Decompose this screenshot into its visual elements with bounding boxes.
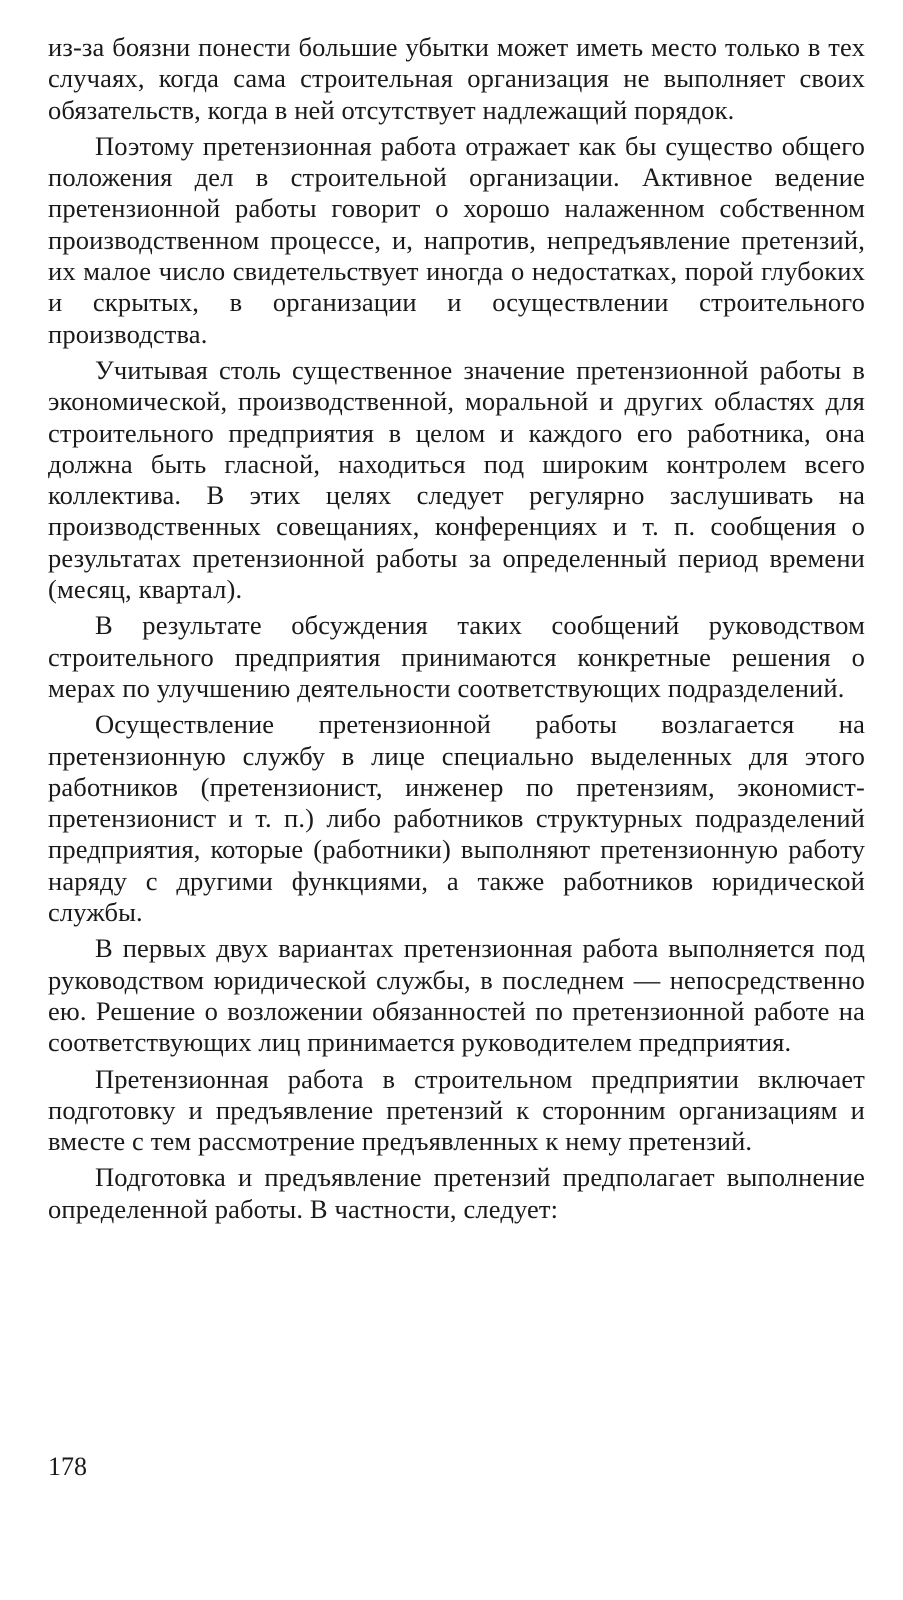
paragraph-2: Поэтому претензионная работа отражает как бы существо общего положения дел в строительной организации. Активное ведение претензионной работы говорит о хорошо налаженном собственном производственном процессе, и, напротив, непредъявление претензий, их малое число свидетельствует иногда о недостатках, порой глубоких и скрытых, в организации и осуществлении строительного производства.: [48, 130, 865, 349]
paragraph-1: из-за боязни понести большие убытки может иметь место только в тех случаях, когда сама строительная организация не выполняет своих обязательств, когда в ней отсутствует надлежащий порядок.: [48, 32, 865, 125]
paragraph-8: Подготовка и предъявление претензий предполагает выполнение определенной работы. В частности, следует:: [48, 1162, 865, 1224]
paragraph-6: В первых двух вариантах претензионная работа выполняется под руководством юридической службы, в последнем — непосредственно ею. Решение о возложении обязанностей по претензионной работе на соответствующих лиц принимается руководителем предприятия.: [48, 933, 865, 1058]
paragraph-5: Осуществление претензионной работы возлагается на претензионную службу в лице специально выделенных для этого работников (претензионист, инженер по претензиям, экономист-претензионист и т. п.) либо работников структурных подразделений предприятия, которые (работники) выполняют претензионную работу наряду с другими функциями, а также работников юридической службы.: [48, 709, 865, 928]
paragraph-4: В результате обсуждения таких сообщений руководством строительного предприятия принимаются конкретные решения о мерах по улучшению деятельности соответствующих подразделений.: [48, 610, 865, 703]
paragraph-3: Учитывая столь существенное значение претензионной работы в экономической, производственной, моральной и других областях для строительного предприятия в целом и каждого его работника, она должна быть гласной, находиться под широким контролем всего коллектива. В этих целях следует регулярно заслушивать на производственных совещаниях, конференциях и т. п. сообщения о результатах претензионной работы за определенный период времени (месяц, квартал).: [48, 354, 865, 605]
text-body: [48, 32, 865, 1225]
page-number: 178: [48, 1452, 87, 1481]
paragraph-7: Претензионная работа в строительном предприятии включает подготовку и предъявление претензий к сторонним организациям и вместе с тем рассмотрение предъявленных к нему претензий.: [48, 1063, 865, 1157]
